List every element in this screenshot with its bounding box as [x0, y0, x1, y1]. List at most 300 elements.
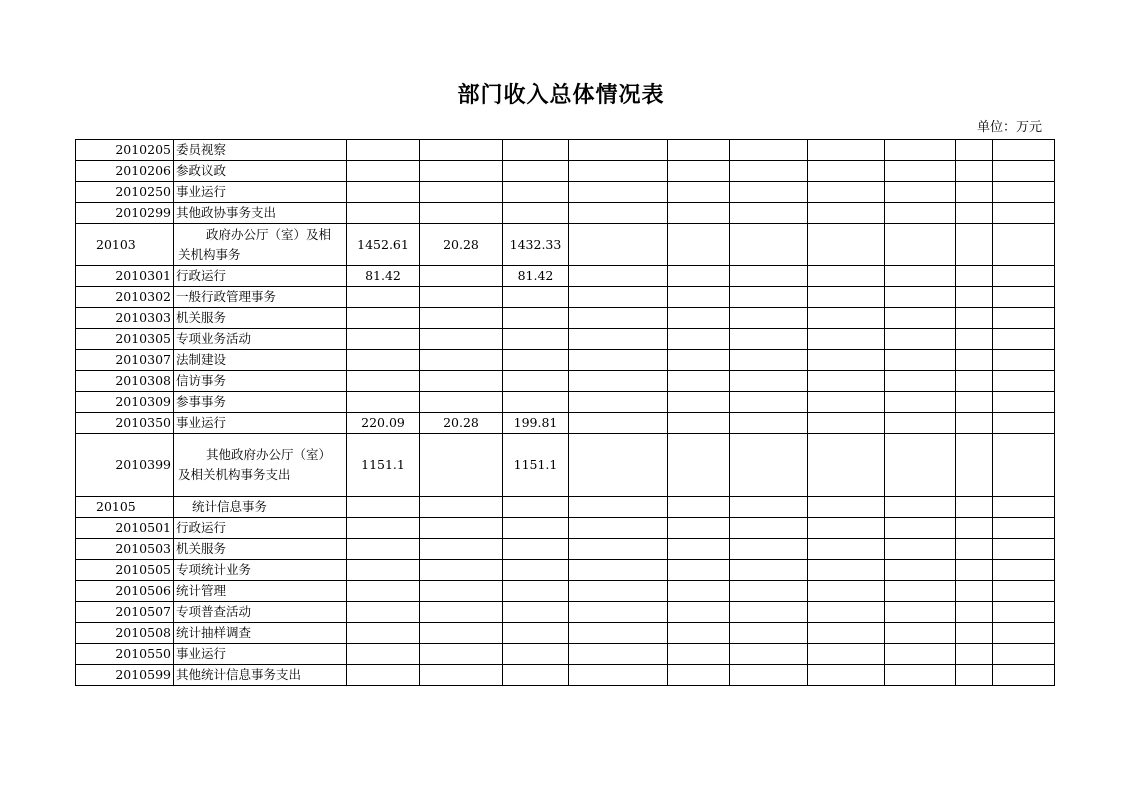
amount-cell: [347, 203, 420, 224]
empty-cell: [668, 161, 730, 182]
empty-cell: [668, 413, 730, 434]
empty-cell: [993, 287, 1055, 308]
empty-cell: [569, 161, 668, 182]
table-body: [76, 140, 1055, 686]
empty-cell: [668, 644, 730, 665]
name-cell: 统计信息事务: [174, 497, 347, 518]
empty-cell: [808, 581, 885, 602]
amount-cell: 1432.33: [503, 224, 569, 266]
amount-cell: [420, 623, 503, 644]
empty-cell: [993, 518, 1055, 539]
amount-cell: [347, 392, 420, 413]
empty-cell: [808, 434, 885, 497]
amount-cell: [503, 350, 569, 371]
empty-cell: [993, 434, 1055, 497]
empty-cell: [993, 308, 1055, 329]
empty-cell: [993, 329, 1055, 350]
amount-cell: [420, 350, 503, 371]
table-row: [76, 518, 1055, 539]
name-cell: 一般行政管理事务: [174, 287, 347, 308]
empty-cell: [956, 581, 993, 602]
amount-cell: [420, 266, 503, 287]
code-cell: 2010303: [76, 308, 174, 329]
table-row: [76, 560, 1055, 581]
empty-cell: [569, 539, 668, 560]
empty-cell: [956, 539, 993, 560]
empty-cell: [885, 434, 956, 497]
empty-cell: [885, 560, 956, 581]
amount-cell: [503, 581, 569, 602]
empty-cell: [808, 497, 885, 518]
name-cell: 行政运行: [174, 518, 347, 539]
name-cell: 法制建设: [174, 350, 347, 371]
empty-cell: [956, 182, 993, 203]
amount-cell: [347, 539, 420, 560]
empty-cell: [885, 287, 956, 308]
code-cell: 2010309: [76, 392, 174, 413]
amount-cell: [347, 665, 420, 686]
empty-cell: [808, 182, 885, 203]
name-cell: 信访事务: [174, 371, 347, 392]
code-cell: 2010302: [76, 287, 174, 308]
empty-cell: [993, 644, 1055, 665]
empty-cell: [730, 434, 808, 497]
code-cell: 2010550: [76, 644, 174, 665]
amount-cell: [503, 518, 569, 539]
empty-cell: [569, 602, 668, 623]
empty-cell: [885, 665, 956, 686]
empty-cell: [808, 539, 885, 560]
table-row: [76, 350, 1055, 371]
amount-cell: 81.42: [347, 266, 420, 287]
empty-cell: [993, 161, 1055, 182]
amount-cell: [420, 182, 503, 203]
name-cell: 统计管理: [174, 581, 347, 602]
amount-cell: [503, 644, 569, 665]
table-row: [76, 581, 1055, 602]
code-cell: 2010250: [76, 182, 174, 203]
empty-cell: [668, 266, 730, 287]
name-cell: 事业运行: [174, 182, 347, 203]
empty-cell: [730, 665, 808, 686]
empty-cell: [730, 182, 808, 203]
empty-cell: [668, 518, 730, 539]
empty-cell: [993, 203, 1055, 224]
table-row: [76, 413, 1055, 434]
empty-cell: [569, 224, 668, 266]
amount-cell: [347, 581, 420, 602]
empty-cell: [956, 644, 993, 665]
amount-cell: 81.42: [503, 266, 569, 287]
amount-cell: [420, 140, 503, 161]
empty-cell: [668, 203, 730, 224]
empty-cell: [808, 560, 885, 581]
empty-cell: [885, 644, 956, 665]
empty-cell: [885, 371, 956, 392]
empty-cell: [885, 623, 956, 644]
amount-cell: [347, 329, 420, 350]
amount-cell: [420, 329, 503, 350]
name-cell: 专项普查活动: [174, 602, 347, 623]
empty-cell: [993, 224, 1055, 266]
empty-cell: [668, 140, 730, 161]
code-cell: 2010599: [76, 665, 174, 686]
page-title: 部门收入总体情况表: [457, 82, 665, 108]
empty-cell: [569, 560, 668, 581]
empty-cell: [885, 497, 956, 518]
amount-cell: [347, 287, 420, 308]
empty-cell: [808, 518, 885, 539]
empty-cell: [730, 308, 808, 329]
empty-cell: [808, 224, 885, 266]
empty-cell: [808, 140, 885, 161]
amount-cell: [420, 371, 503, 392]
empty-cell: [808, 371, 885, 392]
empty-cell: [569, 392, 668, 413]
unit-label: 单位：万元: [976, 120, 1042, 135]
empty-cell: [569, 623, 668, 644]
name-cell: 事业运行: [174, 644, 347, 665]
empty-cell: [993, 266, 1055, 287]
empty-cell: [730, 371, 808, 392]
name-cell: 机关服务: [174, 308, 347, 329]
code-cell: 20105: [76, 497, 174, 518]
name-cell: 参政议政: [174, 161, 347, 182]
name-cell: 事业运行: [174, 413, 347, 434]
amount-cell: [420, 308, 503, 329]
empty-cell: [885, 539, 956, 560]
empty-cell: [956, 602, 993, 623]
table-row: [76, 266, 1055, 287]
empty-cell: [668, 329, 730, 350]
empty-cell: [730, 413, 808, 434]
amount-cell: [503, 308, 569, 329]
table-row: [76, 308, 1055, 329]
table-row: [76, 224, 1055, 266]
empty-cell: [730, 623, 808, 644]
name-cell: 参事事务: [174, 392, 347, 413]
table-row: [76, 161, 1055, 182]
empty-cell: [569, 665, 668, 686]
empty-cell: [885, 602, 956, 623]
code-cell: 2010305: [76, 329, 174, 350]
amount-cell: [503, 287, 569, 308]
table-row: [76, 287, 1055, 308]
empty-cell: [956, 560, 993, 581]
empty-cell: [569, 413, 668, 434]
empty-cell: [993, 665, 1055, 686]
empty-cell: [668, 434, 730, 497]
empty-cell: [885, 308, 956, 329]
empty-cell: [668, 602, 730, 623]
empty-cell: [668, 224, 730, 266]
code-cell: 2010299: [76, 203, 174, 224]
name-cell: 行政运行: [174, 266, 347, 287]
empty-cell: [885, 140, 956, 161]
empty-cell: [956, 266, 993, 287]
name-cell: 机关服务: [174, 539, 347, 560]
empty-cell: [569, 497, 668, 518]
empty-cell: [885, 350, 956, 371]
empty-cell: [668, 581, 730, 602]
amount-cell: [503, 497, 569, 518]
code-cell: 2010506: [76, 581, 174, 602]
amount-cell: 1151.1: [347, 434, 420, 497]
empty-cell: [956, 392, 993, 413]
income-table: [75, 139, 1055, 686]
empty-cell: [569, 287, 668, 308]
empty-cell: [668, 497, 730, 518]
amount-cell: 199.81: [503, 413, 569, 434]
amount-cell: [347, 182, 420, 203]
empty-cell: [668, 560, 730, 581]
amount-cell: [420, 434, 503, 497]
amount-cell: [420, 539, 503, 560]
empty-cell: [730, 350, 808, 371]
amount-cell: 20.28: [420, 413, 503, 434]
empty-cell: [885, 413, 956, 434]
empty-cell: [808, 329, 885, 350]
empty-cell: [668, 539, 730, 560]
empty-cell: [569, 350, 668, 371]
empty-cell: [569, 371, 668, 392]
empty-cell: [808, 203, 885, 224]
amount-cell: [503, 203, 569, 224]
amount-cell: [503, 161, 569, 182]
empty-cell: [885, 329, 956, 350]
table-row: [76, 644, 1055, 665]
empty-cell: [668, 392, 730, 413]
empty-cell: [956, 518, 993, 539]
empty-cell: [569, 203, 668, 224]
amount-cell: [420, 497, 503, 518]
code-cell: 2010301: [76, 266, 174, 287]
empty-cell: [668, 308, 730, 329]
amount-cell: [420, 518, 503, 539]
amount-cell: [503, 539, 569, 560]
name-cell: 专项业务活动: [174, 329, 347, 350]
empty-cell: [730, 329, 808, 350]
amount-cell: [503, 182, 569, 203]
amount-cell: [420, 602, 503, 623]
empty-cell: [993, 350, 1055, 371]
code-cell: 2010350: [76, 413, 174, 434]
table-row: [76, 371, 1055, 392]
empty-cell: [993, 539, 1055, 560]
amount-cell: [420, 287, 503, 308]
empty-cell: [668, 371, 730, 392]
empty-cell: [956, 665, 993, 686]
empty-cell: [956, 224, 993, 266]
empty-cell: [993, 560, 1055, 581]
empty-cell: [885, 203, 956, 224]
empty-cell: [956, 623, 993, 644]
empty-cell: [730, 518, 808, 539]
name-cell: 委员视察: [174, 140, 347, 161]
amount-cell: [503, 560, 569, 581]
amount-cell: [347, 602, 420, 623]
empty-cell: [569, 308, 668, 329]
empty-cell: [730, 602, 808, 623]
empty-cell: [808, 644, 885, 665]
empty-cell: [993, 581, 1055, 602]
empty-cell: [993, 140, 1055, 161]
amount-cell: [420, 644, 503, 665]
name-cell: 专项统计业务: [174, 560, 347, 581]
code-cell: 2010399: [76, 434, 174, 497]
empty-cell: [956, 497, 993, 518]
empty-cell: [730, 539, 808, 560]
empty-cell: [808, 287, 885, 308]
code-cell: 2010508: [76, 623, 174, 644]
amount-cell: 20.28: [420, 224, 503, 266]
table-row: [76, 602, 1055, 623]
empty-cell: [730, 392, 808, 413]
amount-cell: [347, 371, 420, 392]
amount-cell: [503, 371, 569, 392]
empty-cell: [668, 623, 730, 644]
empty-cell: [668, 287, 730, 308]
empty-cell: [885, 518, 956, 539]
amount-cell: [420, 581, 503, 602]
empty-cell: [808, 623, 885, 644]
amount-cell: 220.09: [347, 413, 420, 434]
table-row: [76, 539, 1055, 560]
amount-cell: [347, 644, 420, 665]
amount-cell: [347, 623, 420, 644]
code-cell: 2010505: [76, 560, 174, 581]
table-row: [76, 392, 1055, 413]
empty-cell: [730, 140, 808, 161]
empty-cell: [808, 413, 885, 434]
table-row: [76, 665, 1055, 686]
name-cell: 其他政府办公厅（室）及相关机构事务支出: [174, 434, 347, 497]
empty-cell: [808, 665, 885, 686]
code-cell: 2010503: [76, 539, 174, 560]
empty-cell: [569, 140, 668, 161]
name-cell: 其他政协事务支出: [174, 203, 347, 224]
empty-cell: [730, 581, 808, 602]
empty-cell: [956, 350, 993, 371]
empty-cell: [668, 350, 730, 371]
empty-cell: [730, 203, 808, 224]
empty-cell: [808, 161, 885, 182]
code-cell: 2010205: [76, 140, 174, 161]
amount-cell: [347, 497, 420, 518]
amount-cell: 1452.61: [347, 224, 420, 266]
amount-cell: [503, 140, 569, 161]
empty-cell: [808, 308, 885, 329]
amount-cell: [347, 140, 420, 161]
empty-cell: [993, 602, 1055, 623]
table-row: [76, 623, 1055, 644]
empty-cell: [956, 287, 993, 308]
empty-cell: [569, 329, 668, 350]
empty-cell: [808, 392, 885, 413]
empty-cell: [885, 581, 956, 602]
empty-cell: [808, 602, 885, 623]
empty-cell: [730, 224, 808, 266]
code-cell: 2010501: [76, 518, 174, 539]
amount-cell: [347, 308, 420, 329]
empty-cell: [993, 182, 1055, 203]
empty-cell: [885, 266, 956, 287]
amount-cell: 1151.1: [503, 434, 569, 497]
empty-cell: [956, 413, 993, 434]
empty-cell: [808, 266, 885, 287]
empty-cell: [993, 413, 1055, 434]
empty-cell: [885, 161, 956, 182]
amount-cell: [420, 665, 503, 686]
empty-cell: [569, 644, 668, 665]
empty-cell: [668, 182, 730, 203]
table-row: [76, 329, 1055, 350]
name-cell: 统计抽样调查: [174, 623, 347, 644]
code-cell: 2010507: [76, 602, 174, 623]
empty-cell: [956, 308, 993, 329]
empty-cell: [993, 623, 1055, 644]
empty-cell: [730, 644, 808, 665]
amount-cell: [347, 350, 420, 371]
amount-cell: [347, 161, 420, 182]
empty-cell: [956, 203, 993, 224]
empty-cell: [885, 392, 956, 413]
table-row: [76, 182, 1055, 203]
empty-cell: [569, 581, 668, 602]
table-row: [76, 497, 1055, 518]
table-row: [76, 203, 1055, 224]
code-cell: 2010206: [76, 161, 174, 182]
amount-cell: [420, 161, 503, 182]
empty-cell: [668, 665, 730, 686]
amount-cell: [503, 623, 569, 644]
name-cell: 其他统计信息事务支出: [174, 665, 347, 686]
empty-cell: [993, 497, 1055, 518]
empty-cell: [730, 266, 808, 287]
empty-cell: [569, 266, 668, 287]
code-cell: 2010307: [76, 350, 174, 371]
empty-cell: [730, 560, 808, 581]
empty-cell: [956, 161, 993, 182]
amount-cell: [503, 392, 569, 413]
table-row: [76, 140, 1055, 161]
amount-cell: [347, 518, 420, 539]
empty-cell: [808, 350, 885, 371]
table-row: [76, 434, 1055, 497]
empty-cell: [993, 371, 1055, 392]
empty-cell: [730, 161, 808, 182]
empty-cell: [956, 371, 993, 392]
name-cell: 政府办公厅（室）及相关机构事务: [174, 224, 347, 266]
empty-cell: [730, 497, 808, 518]
amount-cell: [420, 392, 503, 413]
empty-cell: [569, 182, 668, 203]
empty-cell: [993, 392, 1055, 413]
amount-cell: [503, 665, 569, 686]
amount-cell: [420, 560, 503, 581]
amount-cell: [420, 203, 503, 224]
empty-cell: [569, 434, 668, 497]
empty-cell: [569, 518, 668, 539]
empty-cell: [730, 287, 808, 308]
empty-cell: [956, 140, 993, 161]
amount-cell: [503, 329, 569, 350]
amount-cell: [347, 560, 420, 581]
empty-cell: [956, 329, 993, 350]
amount-cell: [503, 602, 569, 623]
code-cell: 2010308: [76, 371, 174, 392]
empty-cell: [885, 182, 956, 203]
